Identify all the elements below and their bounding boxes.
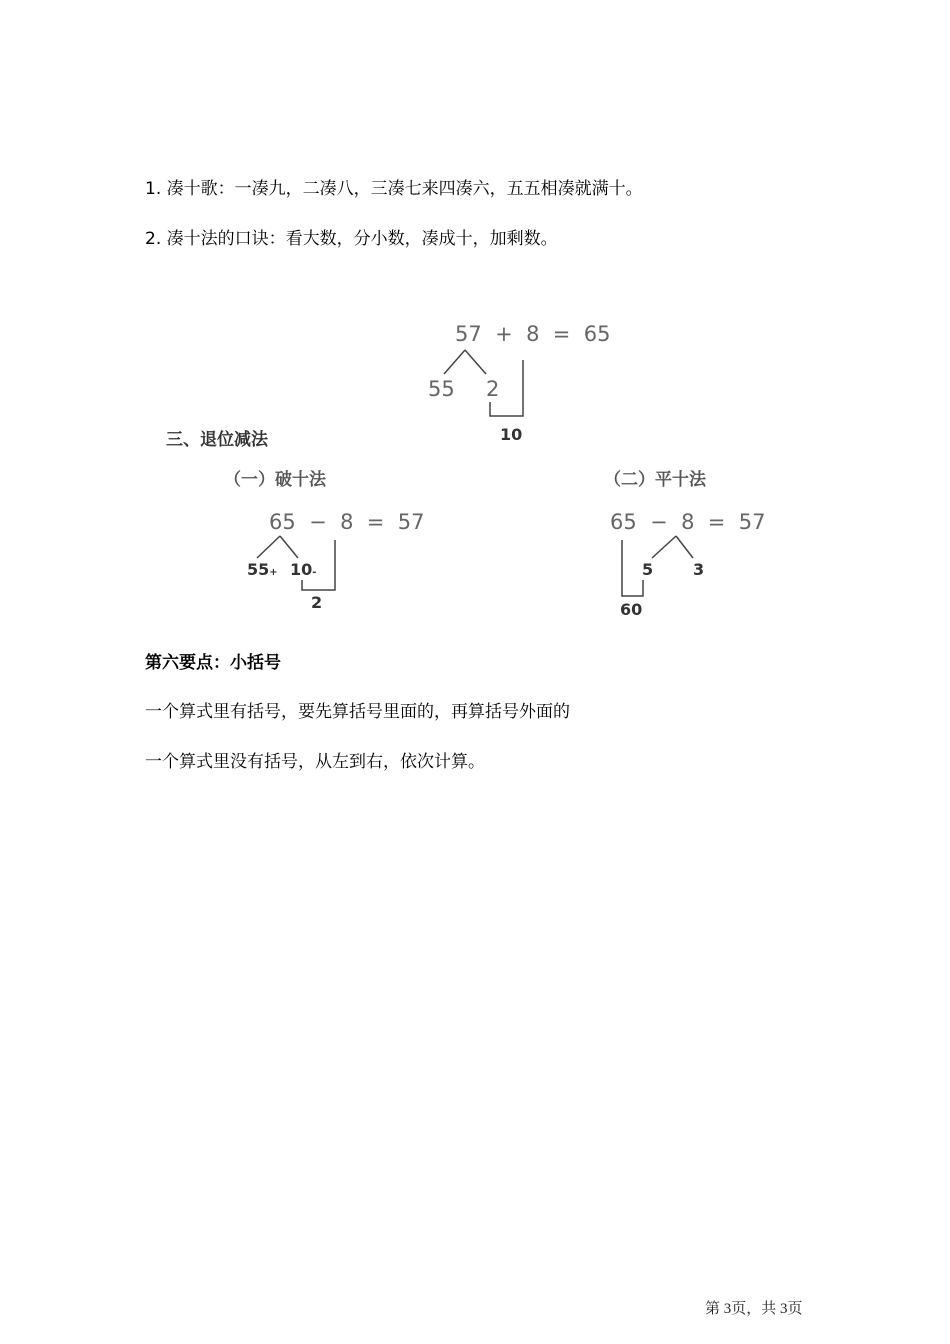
section6-p2: 一个算式里没有括号，从左到右，依次计算。 bbox=[145, 752, 485, 772]
sub2-eq: = bbox=[707, 510, 726, 534]
add-b: 8 bbox=[526, 322, 540, 346]
add-split-right: 2 bbox=[486, 377, 500, 401]
sub2-split-right: 3 bbox=[693, 560, 705, 579]
sub1-op: − bbox=[309, 510, 327, 534]
sub1-split-left bbox=[247, 560, 278, 579]
sub1-branch-left bbox=[257, 536, 280, 558]
add-branch-right bbox=[465, 350, 486, 374]
add-split-left: 55 bbox=[428, 377, 455, 401]
section3-title: 三、退位减法 bbox=[166, 430, 268, 450]
add-a: 57 bbox=[455, 322, 482, 346]
section6-title: 第六要点：小括号 bbox=[145, 653, 281, 673]
sub2-bottom: 60 bbox=[620, 600, 643, 619]
section6-p1: 一个算式里有括号，要先算括号里面的，再算括号外面的 bbox=[145, 702, 570, 722]
sub2-bracket bbox=[622, 540, 643, 596]
sub1-split-right-mark: - bbox=[312, 567, 317, 578]
sub2-b: 8 bbox=[681, 510, 695, 534]
method2-title: （二）平十法 bbox=[604, 470, 706, 490]
sub1-branch-right bbox=[280, 536, 298, 558]
add-eq: = bbox=[552, 322, 571, 346]
add-ten: 10 bbox=[500, 425, 523, 444]
add-equation bbox=[455, 322, 611, 346]
sub2-result: 57 bbox=[738, 510, 766, 534]
page-footer: 第 3页，共 3页 bbox=[705, 1301, 803, 1317]
sub1-equation bbox=[269, 510, 425, 534]
line-2: 2. 凑十法的口诀：看大数，分小数，凑成十，加剩数。 bbox=[145, 229, 558, 249]
sub1-split-left-num: 55 bbox=[247, 560, 270, 579]
add-op: + bbox=[495, 322, 513, 346]
add-branch-left bbox=[444, 350, 465, 374]
method1-title: （一）破十法 bbox=[224, 470, 326, 490]
sub1-split-left-mark: + bbox=[269, 567, 278, 578]
sub1-a: 65 bbox=[269, 510, 296, 534]
sub2-branch-left bbox=[652, 536, 676, 558]
line-1: 1. 凑十歌：一凑九，二凑八，三凑七来四凑六，五五相凑就满十。 bbox=[145, 179, 643, 199]
sub2-op: − bbox=[650, 510, 668, 534]
add-result: 65 bbox=[583, 322, 611, 346]
sub1-split-right bbox=[290, 560, 316, 579]
sub2-equation bbox=[610, 510, 766, 534]
sub1-result: 57 bbox=[397, 510, 425, 534]
sub2-split-left: 5 bbox=[642, 560, 654, 579]
sub1-bottom: 2 bbox=[311, 593, 323, 612]
sub1-eq: = bbox=[366, 510, 385, 534]
sub1-split-right-num: 10 bbox=[290, 560, 313, 579]
sub2-a: 65 bbox=[610, 510, 637, 534]
sub1-b: 8 bbox=[340, 510, 354, 534]
sub2-branch-right bbox=[676, 536, 693, 558]
